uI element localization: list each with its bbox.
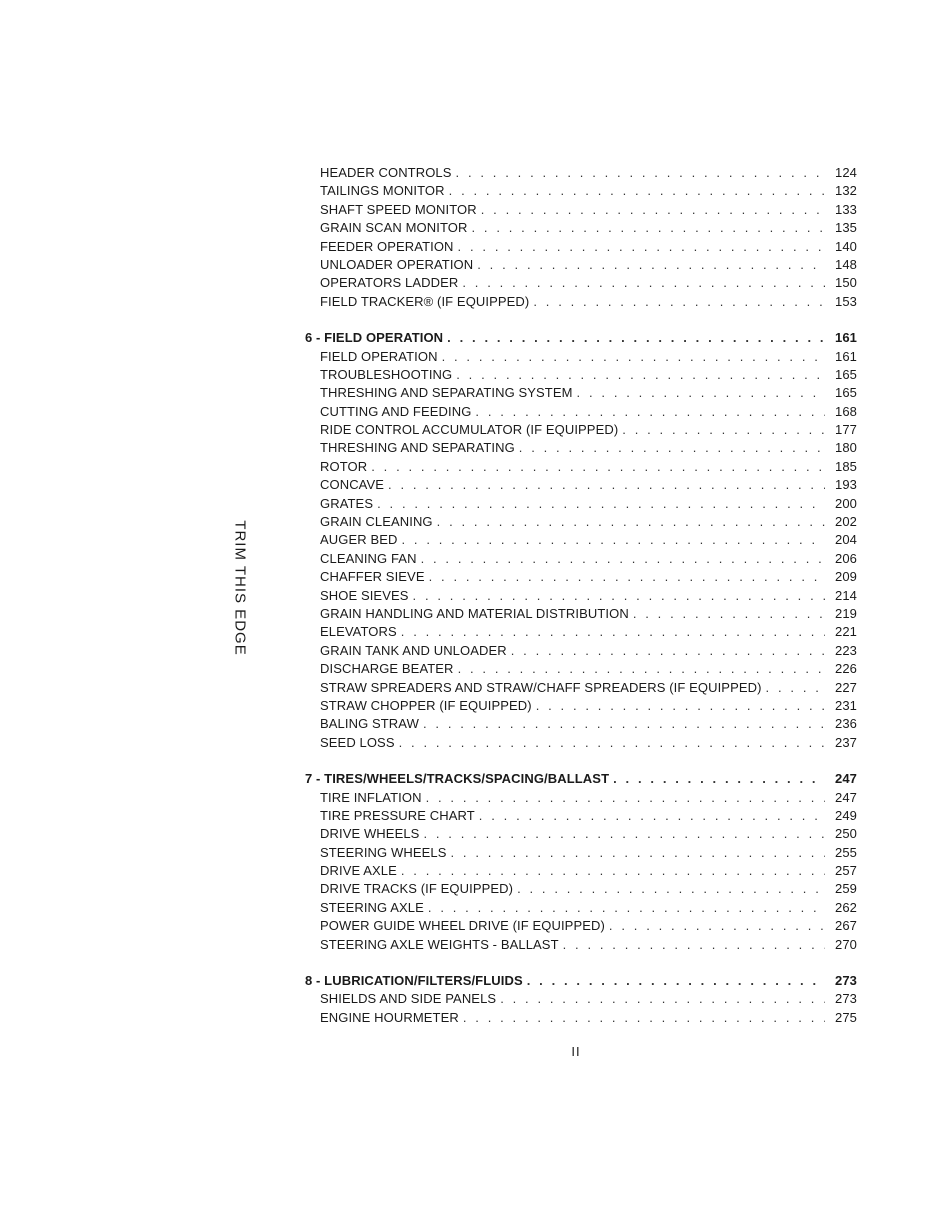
toc-entry[interactable] bbox=[305, 568, 857, 586]
toc-entry[interactable] bbox=[305, 642, 857, 660]
dot-leader bbox=[423, 715, 825, 733]
toc-section-heading[interactable] bbox=[305, 770, 857, 788]
table-of-contents bbox=[305, 164, 857, 1027]
toc-entry-title: POWER GUIDE WHEEL DRIVE (IF EQUIPPED) bbox=[320, 918, 605, 934]
toc-entry[interactable] bbox=[305, 274, 857, 292]
toc-entry-title: AUGER BED bbox=[320, 532, 398, 548]
dot-leader bbox=[481, 201, 825, 219]
toc-entry-page: 193 bbox=[835, 477, 857, 493]
toc-entry-page: 221 bbox=[835, 624, 857, 640]
toc-entry-title: DRIVE TRACKS (IF EQUIPPED) bbox=[320, 881, 514, 897]
dot-leader bbox=[633, 605, 825, 623]
toc-entry-page: 180 bbox=[835, 440, 857, 456]
toc-entry-page: 249 bbox=[835, 807, 857, 823]
toc-section-heading[interactable] bbox=[305, 329, 857, 347]
toc-entry[interactable] bbox=[305, 936, 857, 954]
dot-leader bbox=[401, 623, 825, 641]
dot-leader bbox=[450, 844, 825, 862]
toc-entry-page: 206 bbox=[835, 550, 857, 566]
toc-entry[interactable] bbox=[305, 605, 857, 623]
toc-entry-page: 255 bbox=[835, 844, 857, 860]
dot-leader bbox=[533, 293, 825, 311]
dot-leader bbox=[527, 972, 825, 990]
toc-entry[interactable] bbox=[305, 917, 857, 935]
toc-entry-page: 270 bbox=[835, 936, 857, 952]
toc-entry-title: TAILINGS MONITOR bbox=[320, 183, 445, 199]
toc-entry-title: STEERING AXLE WEIGHTS - BALLAST bbox=[320, 936, 559, 952]
toc-entry[interactable] bbox=[305, 164, 857, 182]
toc-entry-title: STEERING WHEELS bbox=[320, 844, 447, 860]
toc-entry-page: 223 bbox=[835, 642, 857, 658]
toc-entry-page: 153 bbox=[835, 293, 857, 309]
toc-entry[interactable] bbox=[305, 238, 857, 256]
toc-entry[interactable] bbox=[305, 201, 857, 219]
toc-entry[interactable] bbox=[305, 384, 857, 402]
trim-edge-note: TRIM THIS EDGE bbox=[231, 520, 249, 656]
toc-entry-page: 150 bbox=[835, 275, 857, 291]
toc-entry[interactable] bbox=[305, 697, 857, 715]
toc-entry-page: 148 bbox=[835, 256, 857, 272]
toc-entry[interactable] bbox=[305, 899, 857, 917]
toc-heading-title: 6 - FIELD OPERATION bbox=[305, 330, 444, 346]
toc-entry-page: 177 bbox=[835, 422, 857, 438]
toc-entry[interactable] bbox=[305, 660, 857, 678]
toc-entry[interactable] bbox=[305, 182, 857, 200]
dot-leader bbox=[447, 329, 825, 347]
toc-entry-title: ELEVATORS bbox=[320, 624, 397, 640]
toc-entry[interactable] bbox=[305, 531, 857, 549]
dot-leader bbox=[477, 256, 825, 274]
toc-entry-title: GRAIN TANK AND UNLOADER bbox=[320, 642, 507, 658]
dot-leader bbox=[437, 513, 825, 531]
toc-entry[interactable] bbox=[305, 293, 857, 311]
toc-heading-title: 8 - LUBRICATION/FILTERS/FLUIDS bbox=[305, 973, 523, 989]
toc-entry[interactable] bbox=[305, 825, 857, 843]
toc-entry-page: 257 bbox=[835, 863, 857, 879]
toc-entry-page: 161 bbox=[835, 348, 857, 364]
dot-leader bbox=[511, 642, 825, 660]
toc-entry-page: 227 bbox=[835, 679, 857, 695]
dot-leader bbox=[426, 789, 825, 807]
toc-entry-page: 140 bbox=[835, 238, 857, 254]
toc-entry-title: STRAW CHOPPER (IF EQUIPPED) bbox=[320, 697, 532, 713]
toc-heading-page: 161 bbox=[835, 330, 857, 346]
toc-entry-title: GRAIN HANDLING AND MATERIAL DISTRIBUTION bbox=[320, 605, 629, 621]
toc-entry-page: 124 bbox=[835, 165, 857, 180]
dot-leader bbox=[401, 862, 825, 880]
toc-entry[interactable] bbox=[305, 550, 857, 568]
toc-entry-page: 202 bbox=[835, 514, 857, 530]
dot-leader bbox=[388, 476, 825, 494]
toc-entry-page: 273 bbox=[835, 991, 857, 1007]
toc-entry-title: THRESHING AND SEPARATING SYSTEM bbox=[320, 385, 573, 401]
toc-entry-title: ENGINE HOURMETER bbox=[320, 1009, 459, 1025]
toc-heading-title: 7 - TIRES/WHEELS/TRACKS/SPACING/BALLAST bbox=[305, 771, 610, 787]
toc-entry-page: 236 bbox=[835, 716, 857, 732]
toc-entry[interactable] bbox=[305, 734, 857, 752]
toc-entry-title: DRIVE WHEELS bbox=[320, 826, 420, 842]
toc-entry-title: SHIELDS AND SIDE PANELS bbox=[320, 991, 497, 1007]
dot-leader bbox=[377, 495, 825, 513]
toc-entry-title: TROUBLESHOOTING bbox=[320, 366, 453, 382]
toc-entry[interactable] bbox=[305, 421, 857, 439]
toc-entry-title: CONCAVE bbox=[320, 477, 385, 493]
toc-entry-title: CUTTING AND FEEDING bbox=[320, 403, 472, 419]
toc-entry-page: 237 bbox=[835, 734, 857, 750]
toc-entry[interactable] bbox=[305, 403, 857, 421]
toc-entry-title: RIDE CONTROL ACCUMULATOR (IF EQUIPPED) bbox=[320, 422, 619, 438]
toc-entry[interactable] bbox=[305, 495, 857, 513]
toc-entry-title: GRAIN CLEANING bbox=[320, 514, 433, 530]
toc-entry-page: 165 bbox=[835, 385, 857, 401]
toc-entry[interactable] bbox=[305, 219, 857, 237]
toc-entry[interactable] bbox=[305, 679, 857, 697]
toc-section-heading[interactable] bbox=[305, 972, 857, 990]
toc-entry-title: UNLOADER OPERATION bbox=[320, 256, 474, 272]
toc-entry[interactable] bbox=[305, 715, 857, 733]
toc-entry-page: 267 bbox=[835, 918, 857, 934]
toc-entry-page: 226 bbox=[835, 661, 857, 677]
dot-leader bbox=[622, 421, 825, 439]
toc-entry-title: ROTOR bbox=[320, 458, 368, 474]
dot-leader bbox=[563, 936, 825, 954]
dot-leader bbox=[429, 568, 825, 586]
toc-entry[interactable] bbox=[305, 789, 857, 807]
dot-leader bbox=[423, 825, 825, 843]
toc-entry-page: 219 bbox=[835, 605, 857, 621]
dot-leader bbox=[371, 458, 825, 476]
toc-entry-title: TIRE PRESSURE CHART bbox=[320, 807, 475, 823]
toc-entry[interactable] bbox=[305, 348, 857, 366]
toc-entry[interactable] bbox=[305, 513, 857, 531]
toc-entry-page: 214 bbox=[835, 587, 857, 603]
dot-leader bbox=[458, 660, 825, 678]
toc-entry-page: 247 bbox=[835, 789, 857, 805]
page-number: II bbox=[571, 1044, 581, 1059]
dot-leader bbox=[479, 807, 825, 825]
toc-heading-page: 247 bbox=[835, 771, 857, 787]
toc-entry-page: 132 bbox=[835, 183, 857, 199]
toc-entry[interactable] bbox=[305, 623, 857, 641]
dot-leader bbox=[536, 697, 825, 715]
toc-entry-page: 259 bbox=[835, 881, 857, 897]
toc-entry-title: DISCHARGE BEATER bbox=[320, 661, 454, 677]
dot-leader bbox=[456, 164, 825, 182]
toc-entry[interactable] bbox=[305, 990, 857, 1008]
toc-entry-title: FIELD TRACKER® (IF EQUIPPED) bbox=[320, 293, 530, 309]
toc-entry-title: TIRE INFLATION bbox=[320, 789, 422, 805]
toc-entry-title: SHAFT SPEED MONITOR bbox=[320, 201, 477, 217]
toc-entry[interactable] bbox=[305, 880, 857, 898]
toc-entry[interactable] bbox=[305, 458, 857, 476]
toc-entry-title: STEERING AXLE bbox=[320, 899, 424, 915]
toc-entry[interactable] bbox=[305, 476, 857, 494]
dot-leader bbox=[609, 917, 825, 935]
toc-section-7 bbox=[305, 770, 857, 954]
dot-leader bbox=[517, 880, 825, 898]
dot-leader bbox=[462, 274, 825, 292]
toc-entry[interactable] bbox=[305, 366, 857, 384]
dot-leader bbox=[577, 384, 825, 402]
dot-leader bbox=[449, 182, 825, 200]
dot-leader bbox=[463, 1009, 825, 1027]
dot-leader bbox=[766, 679, 825, 697]
toc-entry-title: THRESHING AND SEPARATING bbox=[320, 440, 515, 456]
toc-section-8 bbox=[305, 972, 857, 1027]
toc-entry[interactable] bbox=[305, 807, 857, 825]
dot-leader bbox=[428, 899, 825, 917]
dot-leader bbox=[613, 770, 825, 788]
dot-leader bbox=[519, 439, 825, 457]
toc-entry-page: 250 bbox=[835, 826, 857, 842]
toc-entry-page: 204 bbox=[835, 532, 857, 548]
toc-entry-page: 165 bbox=[835, 366, 857, 382]
toc-entry-page: 135 bbox=[835, 220, 857, 236]
toc-entry-title: SEED LOSS bbox=[320, 734, 395, 750]
toc-entry-title: CLEANING FAN bbox=[320, 550, 417, 566]
toc-entry[interactable] bbox=[305, 844, 857, 862]
toc-entry[interactable] bbox=[305, 1009, 857, 1027]
toc-entry-page: 133 bbox=[835, 201, 857, 217]
toc-group-continued bbox=[305, 164, 857, 311]
toc-entry-page: 209 bbox=[835, 569, 857, 585]
dot-leader bbox=[471, 219, 825, 237]
toc-entry[interactable] bbox=[305, 439, 857, 457]
toc-entry-title: OPERATORS LADDER bbox=[320, 275, 459, 291]
dot-leader bbox=[442, 348, 825, 366]
toc-entry-title: GRATES bbox=[320, 495, 374, 511]
dot-leader bbox=[458, 238, 825, 256]
toc-entry-title: HEADER CONTROLS bbox=[320, 165, 452, 180]
toc-entry-page: 231 bbox=[835, 697, 857, 713]
toc-entry-title: DRIVE AXLE bbox=[320, 863, 397, 879]
dot-leader bbox=[401, 531, 825, 549]
toc-section-6 bbox=[305, 329, 857, 752]
toc-entry-page: 168 bbox=[835, 403, 857, 419]
toc-entry-page: 275 bbox=[835, 1009, 857, 1025]
toc-entry-title: GRAIN SCAN MONITOR bbox=[320, 220, 468, 236]
toc-entry-title: SHOE SIEVES bbox=[320, 587, 409, 603]
dot-leader bbox=[456, 366, 825, 384]
toc-entry-page: 200 bbox=[835, 495, 857, 511]
toc-entry-title: STRAW SPREADERS AND STRAW/CHAFF SPREADERS (IF EQUIPPED) bbox=[320, 679, 762, 695]
toc-entry[interactable] bbox=[305, 862, 857, 880]
toc-entry-page: 262 bbox=[835, 899, 857, 915]
dot-leader bbox=[475, 403, 825, 421]
dot-leader bbox=[500, 990, 825, 1008]
toc-entry[interactable] bbox=[305, 256, 857, 274]
toc-entry-page: 185 bbox=[835, 458, 857, 474]
dot-leader bbox=[399, 734, 825, 752]
dot-leader bbox=[413, 587, 825, 605]
toc-entry-title: FEEDER OPERATION bbox=[320, 238, 454, 254]
dot-leader bbox=[421, 550, 825, 568]
toc-entry-title: FIELD OPERATION bbox=[320, 348, 438, 364]
toc-entry-title: CHAFFER SIEVE bbox=[320, 569, 425, 585]
toc-entry[interactable] bbox=[305, 587, 857, 605]
toc-entry-title: BALING STRAW bbox=[320, 716, 419, 732]
toc-heading-page: 273 bbox=[835, 973, 857, 989]
